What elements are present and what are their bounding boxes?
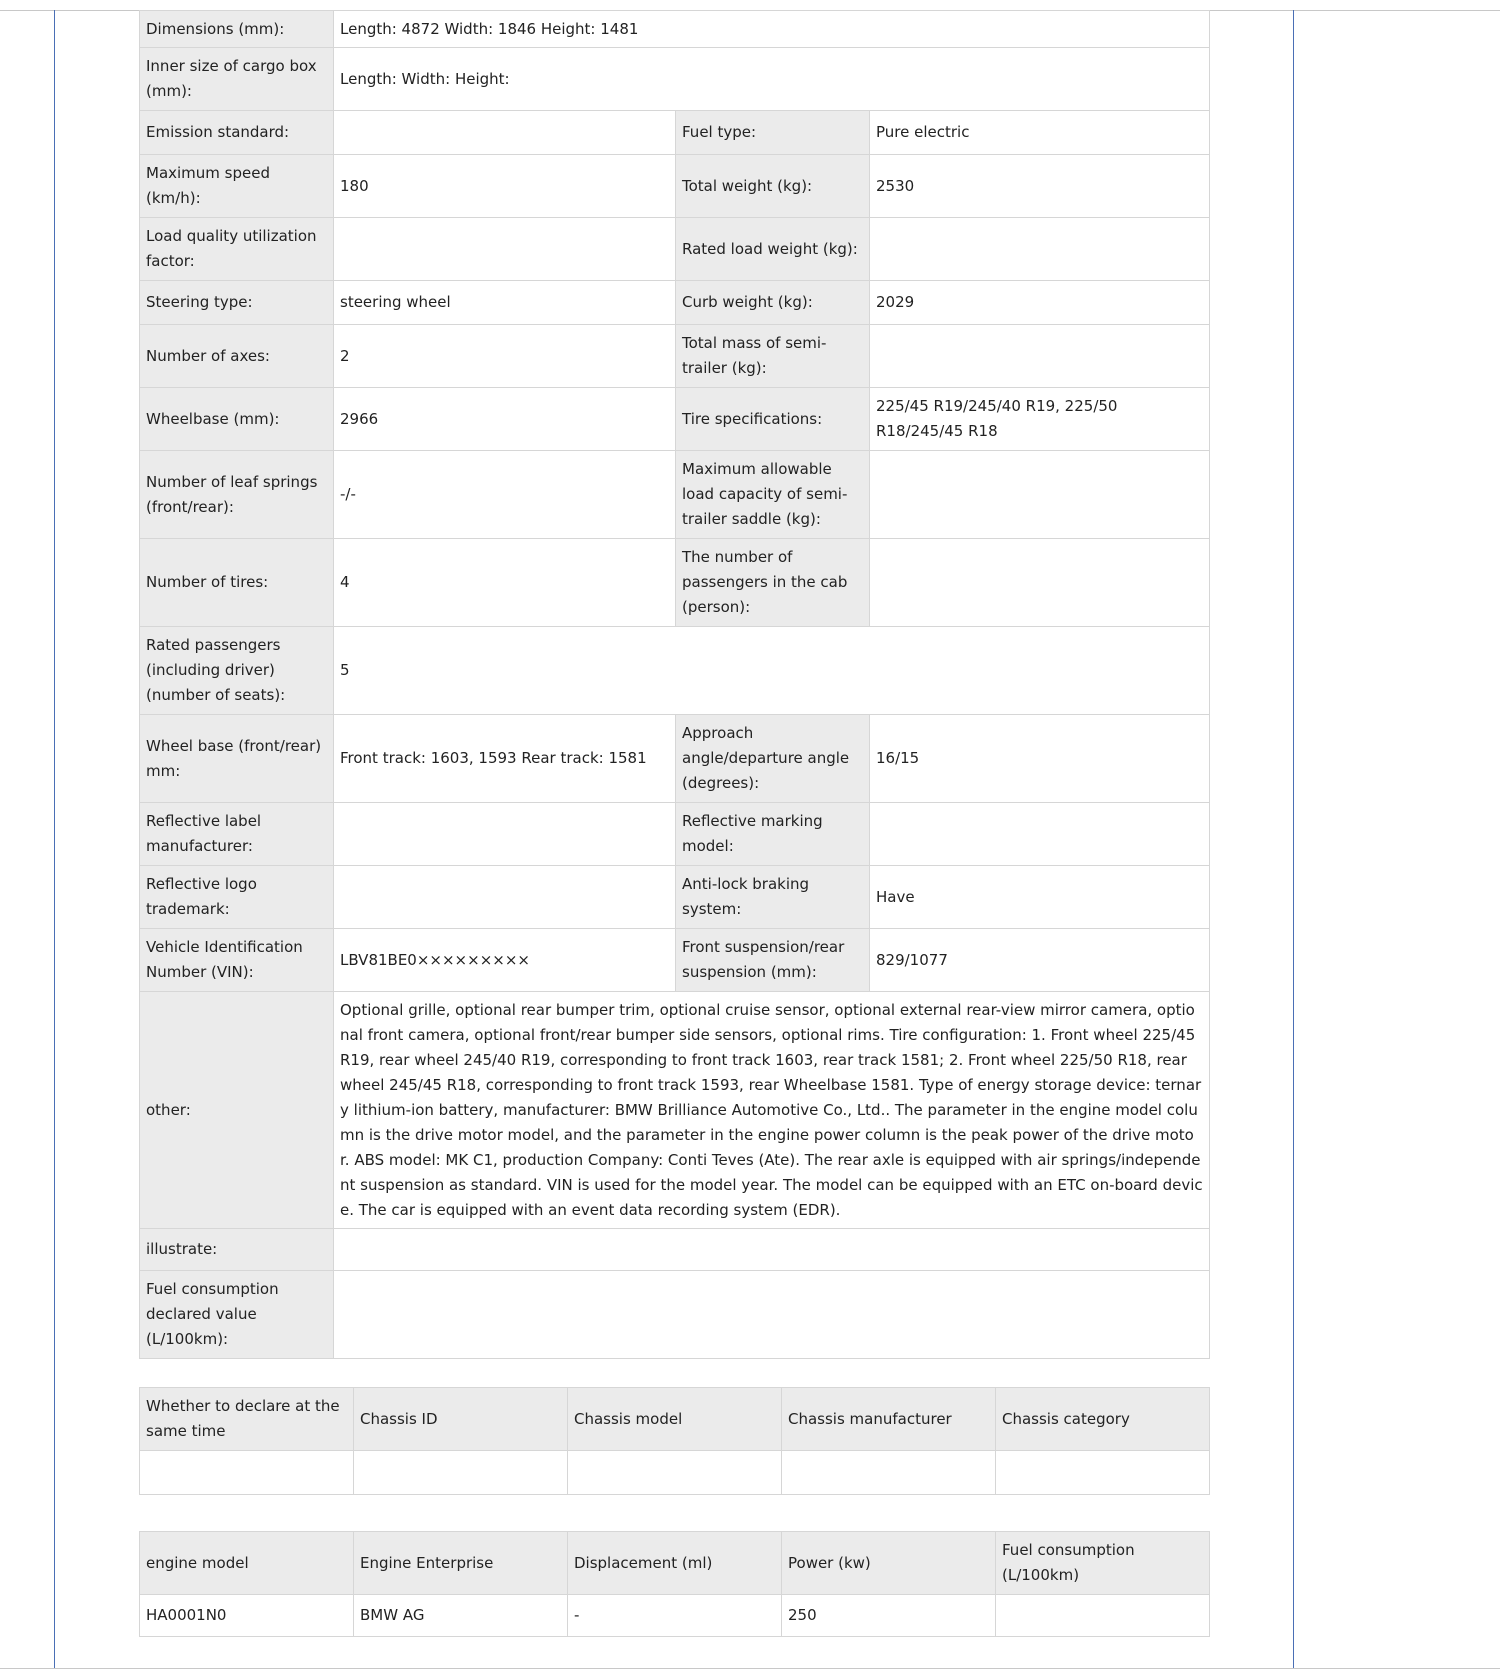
approach-angle-value: 16/15 — [870, 715, 1210, 803]
chassis-header-row — [140, 1388, 1210, 1451]
chassis-header-category: Chassis category — [996, 1388, 1210, 1451]
chassis-table — [139, 1387, 1210, 1495]
spec-row-wheelbase — [140, 388, 1210, 451]
bottom-border — [0, 1668, 1500, 1669]
dimensions-value: Length: 4872 Width: 1846 Height: 1481 — [334, 11, 1210, 48]
steering-type-value: steering wheel — [334, 281, 676, 325]
spec-row-tires — [140, 539, 1210, 627]
engine-cell-model: HA0001N0 — [140, 1595, 354, 1637]
reflective-mfr-value — [334, 803, 676, 866]
engine-header-displacement: Displacement (ml) — [568, 1532, 782, 1595]
reflective-model-value — [870, 803, 1210, 866]
reflective-model-label: Reflective marking model: — [676, 803, 870, 866]
leaf-springs-label: Number of leaf springs (front/rear): — [140, 451, 334, 539]
chassis-cell-id — [354, 1451, 568, 1495]
wheelbase-value: 2966 — [334, 388, 676, 451]
axes-value: 2 — [334, 325, 676, 388]
suspension-label: Front suspension/rear suspension (mm): — [676, 929, 870, 992]
saddle-capacity-label: Maximum allowable load capacity of semi-trailer saddle (kg): — [676, 451, 870, 539]
suspension-value: 829/1077 — [870, 929, 1210, 992]
other-value: Optional grille, optional rear bumper trim, optional cruise sensor, optional external rear-view mirror camera, optional front camera, optional front/rear bumper side sensors, optional rims. Tire configuration: 1. Front wheel 225/45 R19, rear wheel 245/40 R19, corresponding to front track 1603, rear track 1581; 2. Front wheel 225/50 R18, rear wheel 245/45 R18, corresponding to front track 1593, rear Wheelbase 1581. Type of energy storage device: ternary lithium-ion battery, manufacturer: BMW Brilliance Automotive Co., Ltd.. The parameter in the engine model column is the drive motor model, and the parameter in the engine power column is the peak power of the drive motor. ABS model: MK C1, production Company: Conti Teves (Ate). The rear axle is equipped with air springs/independent suspension as standard. VIN is used for the model year. The model can be equipped with an ETC on-board device. The car is equipped with an event data recording system (EDR). — [334, 992, 1210, 1229]
tire-spec-value: 225/45 R19/245/40 R19, 225/50 R18/245/45 R18 — [870, 388, 1210, 451]
spec-row-steering — [140, 281, 1210, 325]
load-factor-label: Load quality utilization factor: — [140, 218, 334, 281]
total-weight-label: Total weight (kg): — [676, 155, 870, 218]
semi-trailer-mass-value — [870, 325, 1210, 388]
fuel-declared-value — [334, 1271, 1210, 1359]
curb-weight-label: Curb weight (kg): — [676, 281, 870, 325]
engine-cell-displacement: - — [568, 1595, 782, 1637]
curb-weight-value: 2029 — [870, 281, 1210, 325]
emission-standard-label: Emission standard: — [140, 111, 334, 155]
spec-row-cargo — [140, 48, 1210, 111]
spec-row-track — [140, 715, 1210, 803]
max-speed-value: 180 — [334, 155, 676, 218]
engine-header-power: Power (kw) — [782, 1532, 996, 1595]
chassis-header-manufacturer: Chassis manufacturer — [782, 1388, 996, 1451]
spec-row-leaf-springs — [140, 451, 1210, 539]
spec-row-vin — [140, 929, 1210, 992]
spec-row-axes — [140, 325, 1210, 388]
engine-cell-enterprise: BMW AG — [354, 1595, 568, 1637]
track-value: Front track: 1603, 1593 Rear track: 1581 — [334, 715, 676, 803]
leaf-springs-value: -/- — [334, 451, 676, 539]
fuel-type-value: Pure electric — [870, 111, 1210, 155]
chassis-cell-model — [568, 1451, 782, 1495]
abs-value: Have — [870, 866, 1210, 929]
chassis-header-declare: Whether to declare at the same time — [140, 1388, 354, 1451]
illustrate-value — [334, 1229, 1210, 1271]
reflective-mfr-label: Reflective label manufacturer: — [140, 803, 334, 866]
chassis-header-model: Chassis model — [568, 1388, 782, 1451]
engine-table — [139, 1531, 1210, 1637]
cargo-size-label: Inner size of cargo box (mm): — [140, 48, 334, 111]
cargo-size-value: Length: Width: Height: — [334, 48, 1210, 111]
engine-header-fuel: Fuel consumption (L/100km) — [996, 1532, 1210, 1595]
steering-type-label: Steering type: — [140, 281, 334, 325]
rated-passengers-value: 5 — [334, 627, 1210, 715]
cab-passengers-value — [870, 539, 1210, 627]
other-label: other: — [140, 992, 334, 1229]
chassis-header-id: Chassis ID — [354, 1388, 568, 1451]
spec-row-reflective-mfr — [140, 803, 1210, 866]
spec-row-speed — [140, 155, 1210, 218]
content-right-border — [1293, 10, 1294, 1669]
track-label: Wheel base (front/rear) mm: — [140, 715, 334, 803]
rated-load-value — [870, 218, 1210, 281]
total-weight-value: 2530 — [870, 155, 1210, 218]
table-row — [140, 1451, 1210, 1495]
spec-row-rated-passengers — [140, 627, 1210, 715]
tires-label: Number of tires: — [140, 539, 334, 627]
engine-header-enterprise: Engine Enterprise — [354, 1532, 568, 1595]
saddle-capacity-value — [870, 451, 1210, 539]
rated-passengers-label: Rated passengers (including driver) (number of seats): — [140, 627, 334, 715]
wheelbase-label: Wheelbase (mm): — [140, 388, 334, 451]
reflective-trademark-value — [334, 866, 676, 929]
illustrate-label: illustrate: — [140, 1229, 334, 1271]
tire-spec-label: Tire specifications: — [676, 388, 870, 451]
fuel-type-label: Fuel type: — [676, 111, 870, 155]
table-row — [140, 1595, 1210, 1637]
spec-row-reflective-trademark — [140, 866, 1210, 929]
engine-header-model: engine model — [140, 1532, 354, 1595]
rated-load-label: Rated load weight (kg): — [676, 218, 870, 281]
engine-cell-power: 250 — [782, 1595, 996, 1637]
max-speed-label: Maximum speed (km/h): — [140, 155, 334, 218]
load-factor-value — [334, 218, 676, 281]
chassis-cell-declare — [140, 1451, 354, 1495]
reflective-trademark-label: Reflective logo trademark: — [140, 866, 334, 929]
spec-row-dimensions — [140, 11, 1210, 48]
tires-value: 4 — [334, 539, 676, 627]
spec-row-load — [140, 218, 1210, 281]
vin-value: LBV81BE0××××××××× — [334, 929, 676, 992]
engine-cell-fuel — [996, 1595, 1210, 1637]
cab-passengers-label: The number of passengers in the cab (person): — [676, 539, 870, 627]
vehicle-spec-table — [139, 10, 1210, 1359]
fuel-declared-label: Fuel consumption declared value (L/100km): — [140, 1271, 334, 1359]
emission-standard-value — [334, 111, 676, 155]
spec-row-emission — [140, 111, 1210, 155]
content-left-border — [54, 10, 55, 1669]
chassis-cell-category — [996, 1451, 1210, 1495]
axes-label: Number of axes: — [140, 325, 334, 388]
approach-angle-label: Approach angle/departure angle (degrees): — [676, 715, 870, 803]
vin-label: Vehicle Identification Number (VIN): — [140, 929, 334, 992]
dimensions-label: Dimensions (mm): — [140, 11, 334, 48]
semi-trailer-mass-label: Total mass of semi-trailer (kg): — [676, 325, 870, 388]
abs-label: Anti-lock braking system: — [676, 866, 870, 929]
chassis-cell-manufacturer — [782, 1451, 996, 1495]
spec-row-fuel-declared — [140, 1271, 1210, 1359]
spec-row-illustrate — [140, 1229, 1210, 1271]
engine-header-row — [140, 1532, 1210, 1595]
spec-row-other — [140, 992, 1210, 1229]
